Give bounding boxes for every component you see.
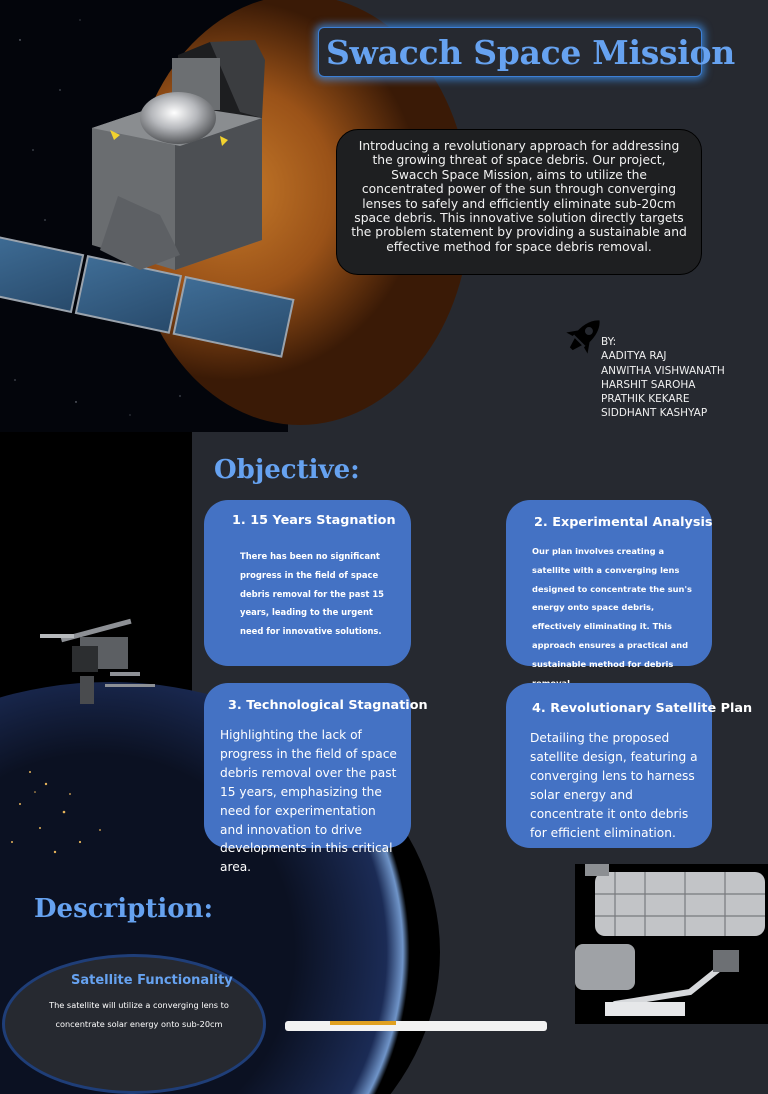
objective-card (506, 683, 753, 848)
author-name: HARSHIT SAROHA (601, 378, 696, 391)
satellite-earth-image (0, 432, 192, 864)
author-name: ANWITHA VISHWANATH (601, 364, 725, 377)
author-name: SIDDHANT KASHYAP (601, 407, 708, 420)
author-name: PRATHIK KEKARE (601, 393, 690, 406)
objective-card (204, 500, 411, 666)
card-text: There has been no significant progress in the field of space debris removal for the past 15 years, leading to the urgent need for innovative solutions. (240, 551, 384, 637)
card-text: Highlighting the lack of progress in the field of space debris removal over the past 15 years, emphasizing the need for experimentation and innovation to drive developments in this critical area. (220, 728, 397, 875)
card-text: Our plan involves creating a satellite with a converging lens designed to concentrate the sun's energy onto space debris, effectively eliminating it. This approach ensures a practical and sustainable method for debris (532, 546, 692, 669)
card-title: 2. Experimental Analysis (534, 515, 713, 530)
functionality-text: The satellite will utilize a converging lens to concentrate solar energy onto sub-20cm (49, 1000, 229, 1029)
page-title: Swacch Space Mission (326, 33, 735, 72)
authors-list (601, 335, 725, 421)
space-station-image (575, 864, 768, 1024)
objective-card (506, 500, 713, 669)
author-name: AADITYA RAJ (601, 350, 667, 363)
functionality-title: Satellite Functionality (71, 973, 233, 988)
card-text: Detailing the proposed satellite design, featuring a converging lens to harness solar energy and concentrate it onto debris for efficient elimination. (530, 731, 698, 840)
spacecraft-image (0, 0, 288, 432)
image-frame (285, 1021, 547, 1031)
objective-card (204, 683, 428, 875)
card-title: 3. Technological Stagnation (228, 698, 428, 713)
description-heading: Description: (34, 894, 214, 924)
card-title: 4. Revolutionary Satellite Plan (532, 701, 753, 716)
by-label: BY: (601, 336, 617, 348)
objective-heading: Objective: (214, 455, 360, 485)
intro-text: Introducing a revolutionary approach for addressing the growing threat of space debris. Our project, Swacch Space Mission, aims to utilize the concentrated power of the sun through converging lenses to safely and efficiently eliminate sub-20cm space debris. This innovative solution directly targets the problem statement by providing a sustainable and effective method for space debris removal. (336, 129, 702, 275)
image-frame-accent (330, 1021, 396, 1025)
card-title: 1. 15 Years Stagnation (232, 513, 396, 528)
